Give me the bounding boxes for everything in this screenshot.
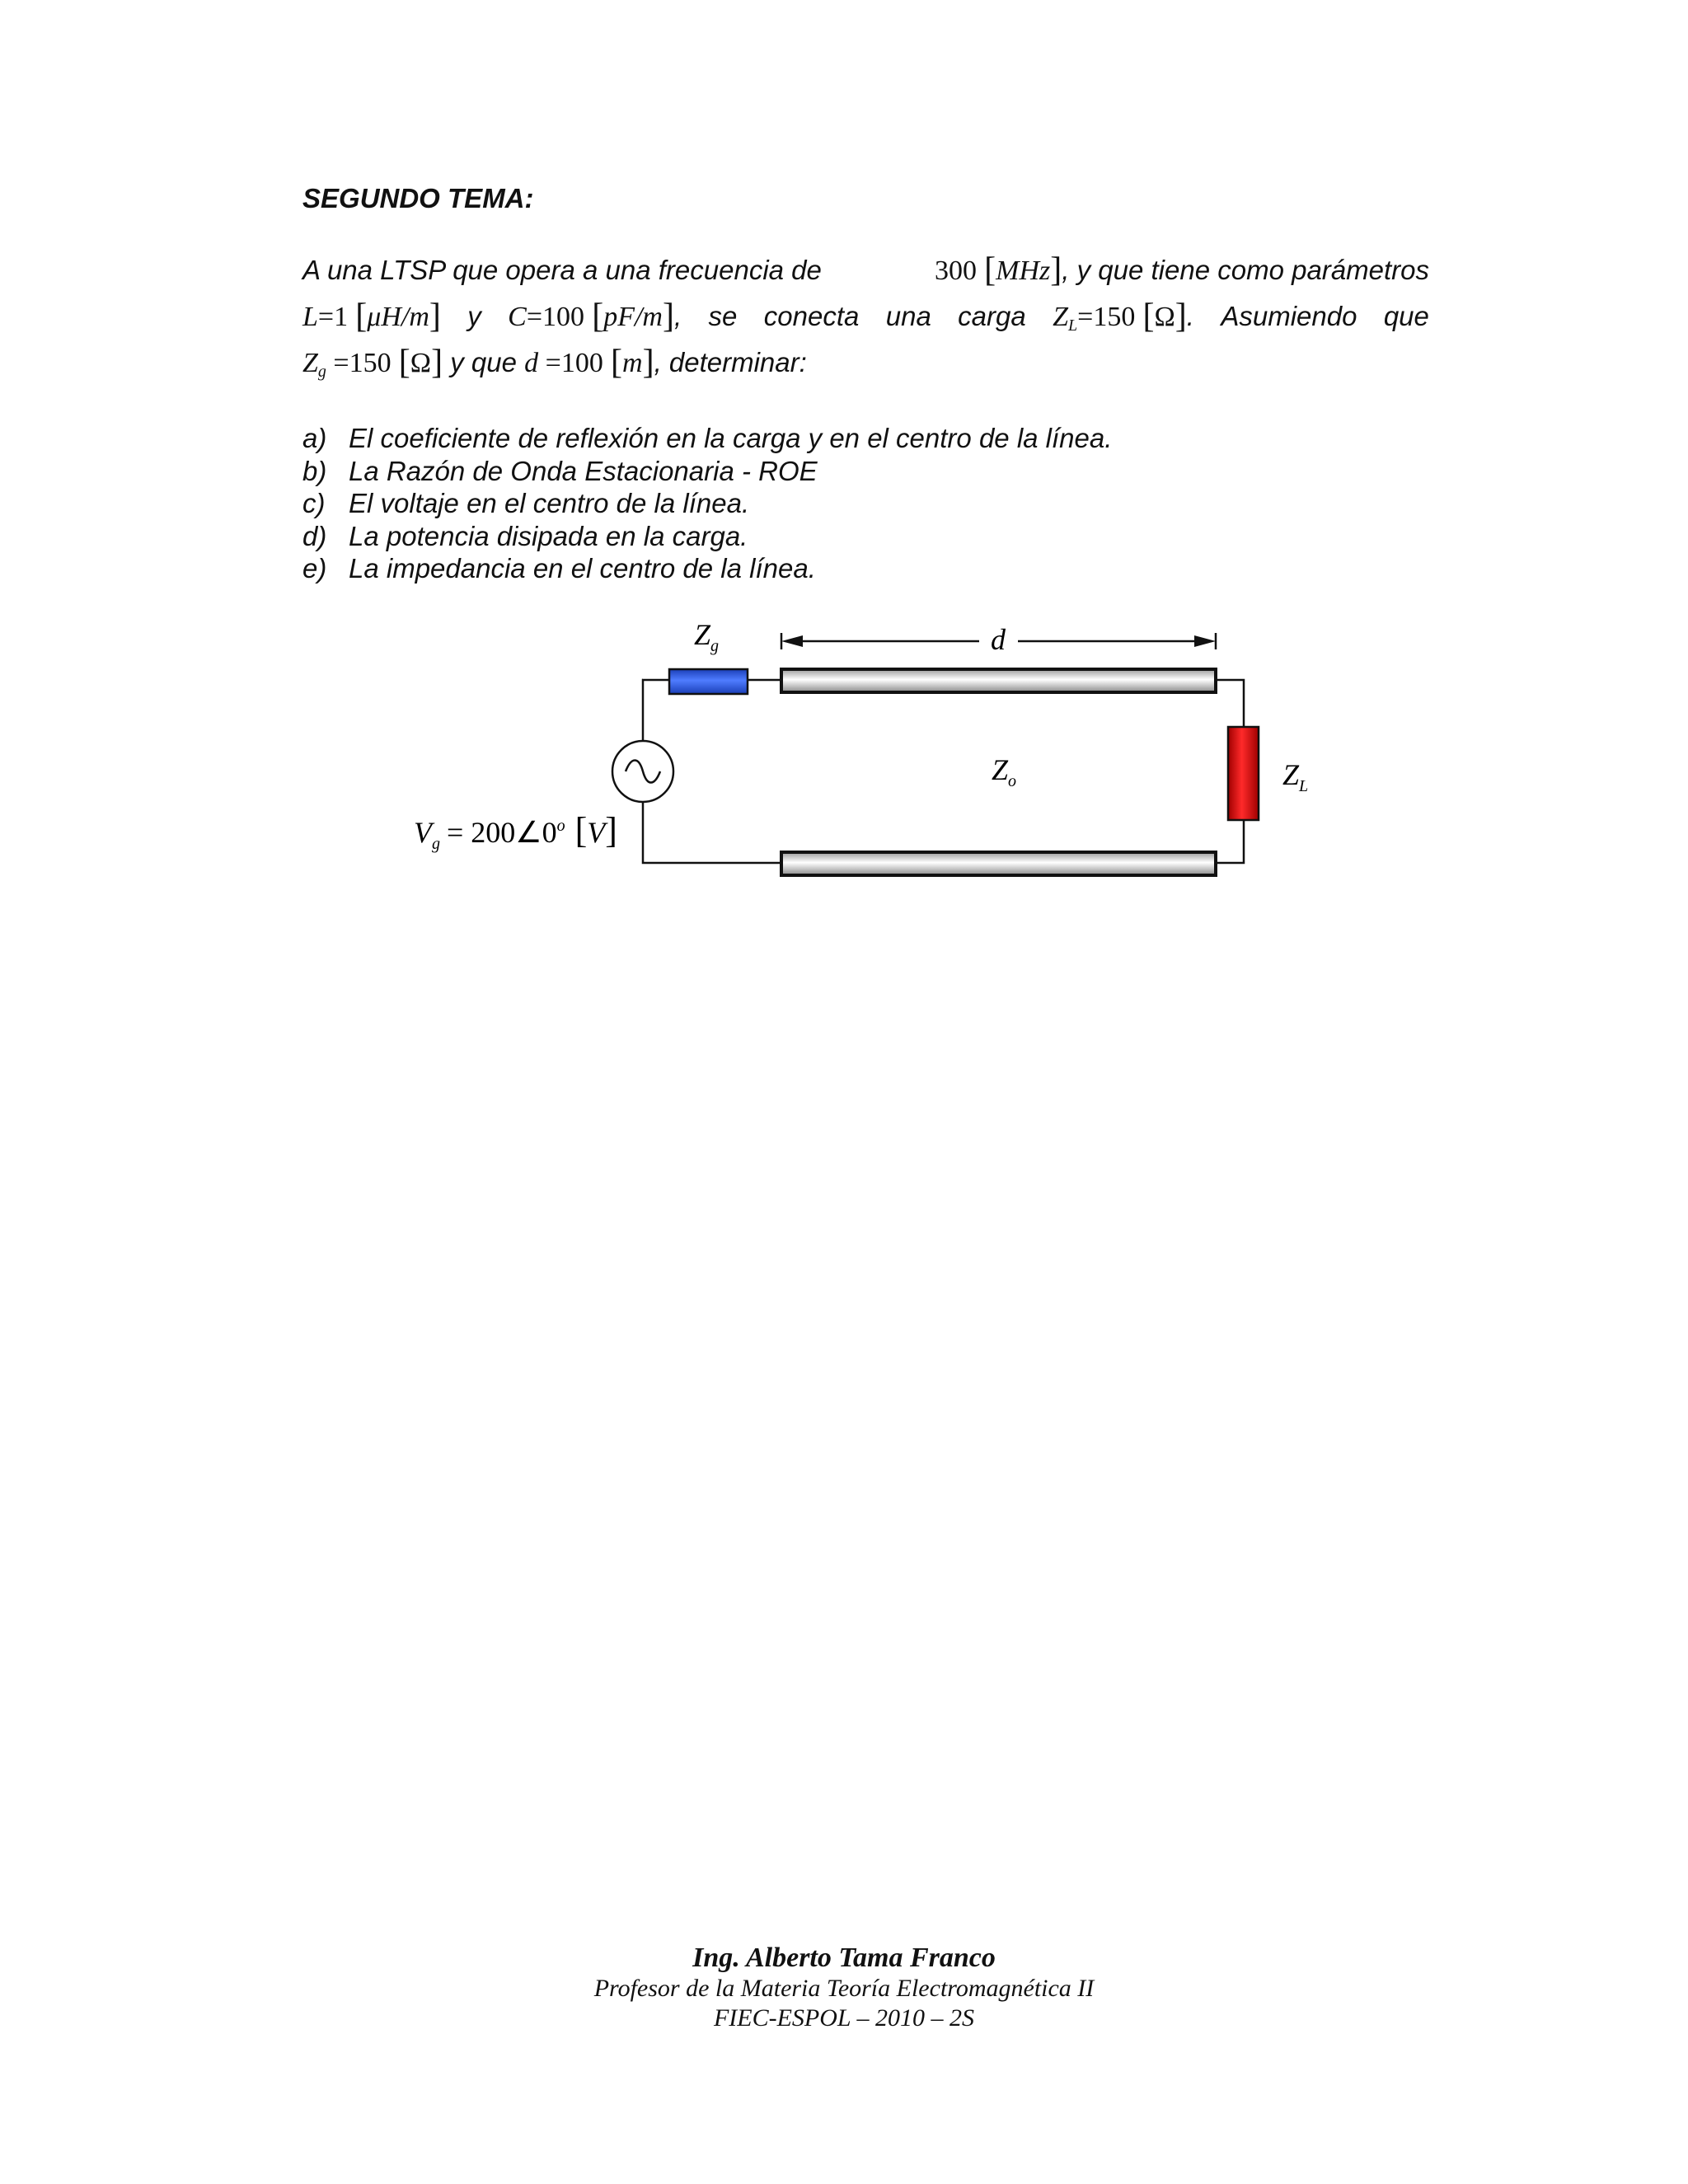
vg-label: $V_g$ = $200\angle 0^o$ [V] (414, 810, 617, 853)
capacitance-symbol: C (508, 302, 527, 332)
statement-text: , (673, 301, 682, 331)
capacitance-value: 100 (542, 302, 585, 332)
load-impedance-expression: $Z_L=150$ [Ω]. (1053, 298, 1194, 335)
question-list (302, 422, 1112, 585)
footer-author: Ing. Alberto Tama Franco (692, 1943, 996, 1973)
wire-top-right (1216, 680, 1244, 727)
zg-label: $Z_g$ (694, 618, 720, 655)
inductance-symbol: L (302, 302, 318, 332)
list-item: b) La Razón de Onda Estacionaria - ROE (302, 455, 818, 486)
source-impedance-expression: $Z_g =150$ [Ω] (302, 344, 443, 382)
frequency-value: 300 (934, 255, 977, 286)
length-value: 100 (560, 348, 603, 378)
capacitance-expression: C=100 [pF/m], (508, 298, 682, 335)
list-item: c) El voltaje en el centro de la línea. (302, 488, 750, 518)
length-unit: m (622, 348, 643, 378)
wire-top-left (643, 680, 669, 742)
frequency-unit: MHz (996, 255, 1051, 286)
statement-line-2 (302, 300, 1429, 333)
length-expression: d =100 [m], determinar: (524, 344, 807, 382)
ohm-unit: Ω (1154, 302, 1175, 332)
footer-role: Profesor de la Materia Teoría Electromagnética II (593, 1975, 1095, 2002)
ohm-unit: Ω (410, 348, 432, 378)
inductance-value: 1 (334, 302, 349, 332)
statement-text: , y que tiene como parámetros (1062, 255, 1429, 285)
arrow-right-icon (1194, 635, 1216, 647)
statement-text: carga (958, 301, 1026, 331)
line-conductor-bottom (781, 852, 1216, 875)
inductance-expression: L=1 [μH/m] (302, 298, 441, 335)
load-impedance-value: 150 (1093, 302, 1136, 332)
statement-text: , determinar: (654, 347, 807, 377)
source-impedance-value: 150 (349, 348, 392, 378)
statement-line-3 (302, 344, 1429, 382)
zg-resistor (669, 669, 748, 694)
statement-text: se (708, 301, 738, 331)
statement-text: que (1383, 301, 1429, 331)
line-conductor-top (781, 669, 1216, 692)
circuit-wires (642, 680, 1244, 863)
statement-text: y (467, 301, 481, 331)
wire-bottom-left (643, 801, 781, 863)
statement-text: Asumiendo (1221, 301, 1357, 331)
statement-text: y que (450, 347, 517, 377)
footer-institution: FIEC-ESPOL – 2010 – 2S (713, 2004, 975, 2032)
frequency-expression: 300 [MHz], y que tiene como parámetros (934, 251, 1429, 289)
inductance-unit: μH/m (367, 302, 429, 332)
statement-text: una (885, 301, 931, 331)
zl-resistor (1228, 727, 1259, 820)
arrow-left-icon (781, 635, 803, 647)
list-item: d) La potencia disipada en la carga. (302, 520, 748, 551)
transmission-line-circuit (396, 610, 1352, 890)
capacitance-unit: pF/m (603, 302, 663, 332)
wire-bottom-right (1216, 820, 1244, 863)
zo-label: $Z_o$ (992, 753, 1017, 790)
statement-text: conecta (763, 301, 860, 331)
d-label: d (991, 623, 1006, 656)
statement-text: A una LTSP que opera a una frecuencia de (302, 255, 822, 285)
section-heading: SEGUNDO TEMA: (302, 183, 534, 213)
list-item: a) El coeficiente de reflexión en la carga y en el centro de la línea. (302, 423, 1113, 453)
list-item: e) La impedancia en el centro de la línea. (302, 553, 816, 583)
statement-line-1 (302, 251, 1429, 289)
zl-label: $Z_L$ (1282, 758, 1309, 795)
